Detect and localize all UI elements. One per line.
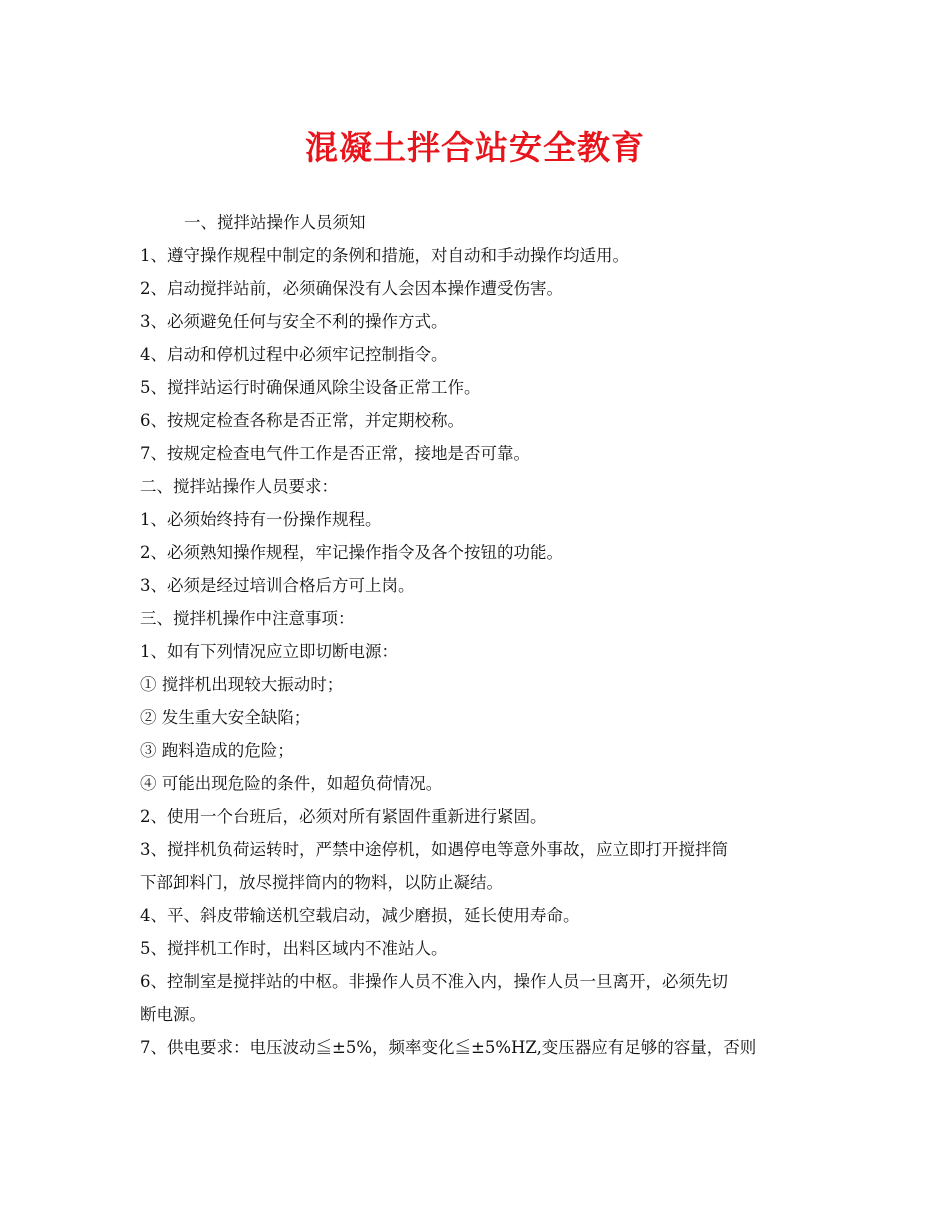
section-heading-1: 一、搅拌站操作人员须知 — [184, 213, 366, 232]
body-line: 2、启动搅拌站前，必须确保没有人会因本操作遭受伤害。 — [140, 279, 563, 298]
body-line: 1、必须始终持有一份操作规程。 — [140, 510, 382, 529]
body-line: 断电源。 — [140, 1005, 206, 1024]
body-line: 3、必须是经过培训合格后方可上岗。 — [140, 576, 415, 595]
list-item: ① 搅拌机出现较大振动时； — [140, 675, 344, 694]
body-line: 4、平、斜皮带输送机空载启动，减少磨损，延长使用寿命。 — [140, 906, 580, 925]
document-title: 混凝土拌合站安全教育 — [305, 128, 645, 167]
body-line: 5、搅拌站运行时确保通风除尘设备正常工作。 — [140, 378, 481, 397]
body-line: 3、搅拌机负荷运转时，严禁中途停机，如遇停电等意外事故，应立即打开搅拌筒 — [140, 840, 728, 859]
section-heading-3: 三、搅拌机操作中注意事项： — [140, 609, 355, 628]
list-item: ③ 跑料造成的危险； — [140, 741, 294, 760]
body-line: 2、使用一个台班后，必须对所有紧固件重新进行紧固。 — [140, 807, 547, 826]
body-line: 1、如有下列情况应立即切断电源： — [140, 642, 398, 661]
body-line: 7、按规定检查电气件工作是否正常，接地是否可靠。 — [140, 444, 530, 463]
list-item: ② 发生重大安全缺陷； — [140, 708, 311, 727]
list-item: ④ 可能出现危险的条件，如超负荷情况。 — [140, 774, 443, 793]
body-line: 1、遵守操作规程中制定的条例和措施，对自动和手动操作均适用。 — [140, 246, 629, 265]
body-line: 5、搅拌机工作时，出料区域内不准站人。 — [140, 939, 448, 958]
document-body — [140, 206, 822, 1064]
section-heading-2: 二、搅拌站操作人员要求： — [140, 477, 338, 496]
body-line: 下部卸料门，放尽搅拌筒内的物料，以防止凝结。 — [140, 873, 503, 892]
body-line: 7、供电要求：电压波动≦±5%，频率变化≦±5%HZ,变压器应有足够的容量，否则 — [140, 1038, 757, 1057]
body-line: 2、必须熟知操作规程，牢记操作指令及各个按钮的功能。 — [140, 543, 563, 562]
body-line: 6、控制室是搅拌站的中枢。非操作人员不准入内，操作人员一旦离开，必须先切 — [140, 972, 728, 991]
body-line: 6、按规定检查各称是否正常，并定期校称。 — [140, 411, 464, 430]
body-line: 3、必须避免任何与安全不利的操作方式。 — [140, 312, 448, 331]
body-line: 4、启动和停机过程中必须牢记控制指令。 — [140, 345, 448, 364]
